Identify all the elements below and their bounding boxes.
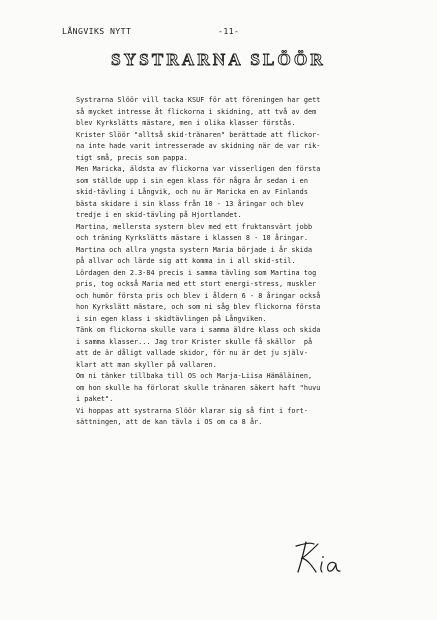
page-number: -11- <box>218 26 240 36</box>
body-line: Lördagen den 2.3-84 precis i samma tävling som Martina tog <box>76 268 317 277</box>
article-body <box>76 95 416 429</box>
body-line: blev Kyrkslätts mästare, men i olika klasser förstås. <box>76 119 296 127</box>
handwritten-signature <box>292 538 356 578</box>
body-line: tredje i en skid-tävling på Hjortlandet. <box>76 211 242 219</box>
body-line: och träning Kyrkslätts mästare i klassen 8 - 10 åringar. <box>76 234 308 242</box>
body-line: så mycket intresse åt flickorna i skidning, att två av dem <box>76 107 317 116</box>
body-line: klart att man skyller på vallaren. <box>76 360 217 369</box>
body-line: i paket". <box>76 395 114 403</box>
body-line: na inte hade varit intresserade av skidning när de var rik- <box>76 142 321 150</box>
body-line: Men Maricka, äldsta av flickorna var visserligen den första <box>76 165 321 173</box>
publication-name: LÅNGVIKS NYTT <box>62 26 132 36</box>
body-line: Vi hoppas att systrarna Slöör klarar sig så fint i fort- <box>76 406 308 415</box>
body-line: Tänk om flickorna skulle vara i samma äldre klass och skida <box>76 326 321 334</box>
body-line: skid-tävling i Långvik, och nu är Maricka en av Finlands <box>76 188 308 196</box>
body-line: Martina, mellersta systern blev med ett fruktansvärt jobb <box>76 222 313 231</box>
body-line: Systrarna Slöör vill tacka KSUF för att föreningen har gett <box>76 96 321 104</box>
body-line: på allvar och lärde sig att komma in i all skid-stil. <box>76 257 296 265</box>
body-line: Om ni tänker tillbaka till OS och Marja-Liisa Hämäläinen, <box>76 372 313 380</box>
article-title: SYSTRARNA SLÖÖR <box>111 50 326 69</box>
body-line: och humör första pris och blev i åldern 6 - 8 åringar också <box>76 291 321 300</box>
body-line: bästa skidare i sin klass från 10 - 13 åringar och blev <box>76 199 304 208</box>
body-line: hon Kyrkslätt mästare, och som ni såg blev flickorna första <box>76 303 321 311</box>
body-line: i sin egen klass i skidtävlingen på Långviken. <box>76 314 267 323</box>
body-line: om hon skulle ha förlorat skulle tränaren säkert haft "huvu <box>76 383 321 392</box>
body-line: att de är dåligt vallade skidor, för nu är det ju själv- <box>76 349 308 357</box>
body-line: Krister Slöör "alltså skid-tränaren" berättade att flickor- <box>76 130 321 139</box>
body-line: tigt små, precis som pappa. <box>76 153 188 162</box>
body-line: pris, tog också Maria med ett stort energi-stress, muskler <box>76 280 317 288</box>
body-line: Martina och allra yngsta systern Maria började i år skida <box>76 245 313 254</box>
body-line: sättningen, att de kan tävla i OS om ca 8 år. <box>76 418 263 426</box>
body-line: som ställde upp i sin egen klass för några år sedan i en <box>76 176 308 185</box>
body-line: i samma klasser... Jag tror Krister skulle få skällor på <box>76 337 313 346</box>
